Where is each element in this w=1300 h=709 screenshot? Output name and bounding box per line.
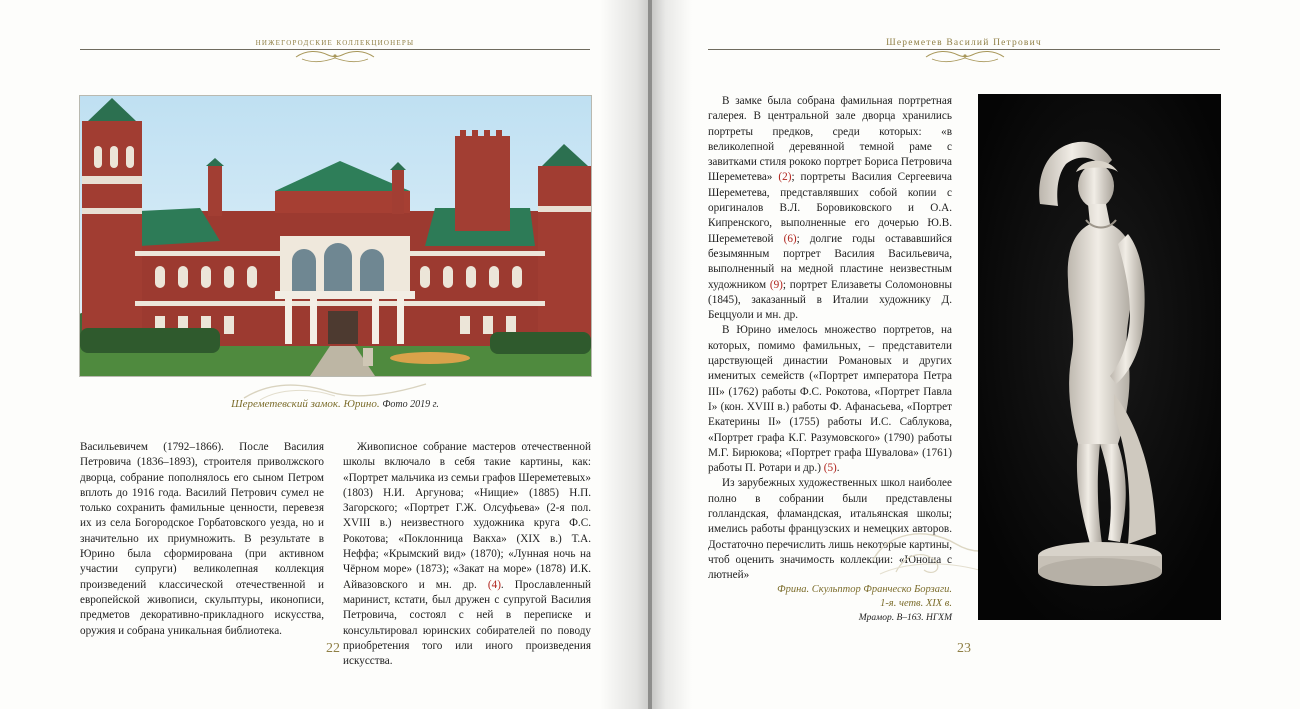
body-text: В Юрино имелось множество портретов, на которых, помимо фамильных, – представители царствующей династии Романовых и других именитых семейств («Портрет императора Петра III» (1762) работы Ф.С. Рокотова, «Портрет Павла I» (кон. XVIII в.) работы Ф. Афанасьева, «Портрет Екатерины II» (1755) работы И.С. Саблукова, «Портрет графа К.Г. Разумовского» (1790) работы М.Г. Бирюкова; «Портрет графа Шувалова» (1761) работы П. Ротари и др.) <box>708 324 952 475</box>
statue-caption <box>760 583 952 625</box>
body-paragraph <box>708 323 952 476</box>
statue-caption-material: Мрамор. В–163. НГХМ <box>858 613 952 623</box>
body-text: . Прославленный маринист, кстати, был дружен с супругой Василия Петровича, состоял с ней в переписке и консультировал юринских собирателей по поводу приобретения того или иного произведения искусства. <box>343 578 592 668</box>
running-head-left: нижегородские коллекционеры <box>255 38 415 48</box>
body-text: В замке была собрана фамильная портретная галерея. В центральной зале дворца хранились портреты предков, среди которых: «в великолепной деревянной темной раме с завитками стиля рококо портрет Бориса Петровича Шереметева» <box>708 95 952 184</box>
castle-photo <box>79 95 592 377</box>
statue-caption-title: Фрина. Скульптор Франческо Борзаги. <box>777 584 952 595</box>
ornament-flourish-right-icon <box>922 50 1008 64</box>
body-paragraph <box>343 440 591 669</box>
body-text: Живописное собрание мастеров отечественной школы включало в себя такие картины, как: «Портрет мальчика из семьи графов Шереметевых» (1803) Н.И. Аргунова; «Нищие» (1885) Н.П. Загорского; «Портрет Г.Ж. Олсуфьева» (2-я пол. XVIII в.) неизвестного художника круга Ф.С. Рокотова; «Поклонница Вакха» (XIX в.) Т.А. Неффа; «Крымский вид» (1870); «Лунная ночь на Чёрном море» (1873); «Закат на море» (1878) И.К. Айвазовского и мн. др. <box>343 441 591 591</box>
body-paragraph <box>708 94 952 323</box>
photo-caption-date: Фото 2019 г. <box>382 399 439 410</box>
body-paragraph: Из зарубежных художественных школ наиболее полно в собрании были представлены голландская, фламандская, итальянская школы; имелись работы французских и немецких авторов. Достаточно перечислить лишь некоторые картины, чтоб оценить значимость коллекции: «Юноша с лютней» <box>708 477 952 582</box>
photo-caption-title: Шереметевский замок. Юрино. <box>231 398 380 410</box>
page-number-right: 23 <box>957 641 971 656</box>
phryne-statue-illustration-icon <box>978 94 1221 620</box>
ornament-flourish-left-icon <box>292 50 378 64</box>
yurino-castle-illustration-icon <box>80 96 591 376</box>
reference-marker: (5) <box>823 462 837 475</box>
body-text-column-2 <box>343 440 591 669</box>
statue-caption-date: 1-я. четв. XIX в. <box>880 598 952 609</box>
body-text-column-3 <box>708 94 952 584</box>
reference-marker: (9) <box>769 278 783 291</box>
statue-photo <box>978 94 1221 620</box>
body-text: ; портреты Василия Сергеевича Шереметева, представлявших собой копии с оригиналов В.Л. Боровиковского и О.А. Кипренского, выполненные его дочерью Ю.В. Шереметевой <box>708 171 952 245</box>
reference-marker: (4) <box>487 578 501 591</box>
body-paragraph: Васильевичем (1792–1866). После Василия Петровича (1836–1893), строителя приволжского дворца, собрание пополнялось его сыном Петром вплоть до 1916 года. Василий Петрович сумел не только сохранить фамильные ценности, перевезя их из села Богородское Горбатовского уезда, но и значительно их приумножить. В результате в Юрино была сформирована (при активном участии супруги) великолепная коллекция произведений классической отечественной и европейской живописи, скульптуры, иконописи, предметов декоративно-прикладного искусства, оружия и собрана уникальная библиотека. <box>80 441 324 637</box>
book-gutter-shadow-left <box>600 0 652 709</box>
body-text: . <box>836 462 840 475</box>
reference-marker: (6) <box>783 232 797 245</box>
page-number-left: 22 <box>326 641 340 656</box>
caption-swirl-ornament-icon <box>240 380 430 402</box>
book-gutter-shadow-right <box>648 0 692 709</box>
body-text-column-1 <box>80 440 324 639</box>
body-text: ; долгие годы остававшийся безымянным портрет Василия Васильевича, выполненный на медной пластине неизвестным художником <box>708 232 952 291</box>
running-head-right: Шереметев Василий Петрович <box>886 38 1042 48</box>
reference-marker: (2) <box>778 171 792 184</box>
body-text: ; портрет Елизаветы Соломоновны (1845), заказанный в Италии художнику Д. Беццуоли и мн. др. <box>708 278 953 322</box>
